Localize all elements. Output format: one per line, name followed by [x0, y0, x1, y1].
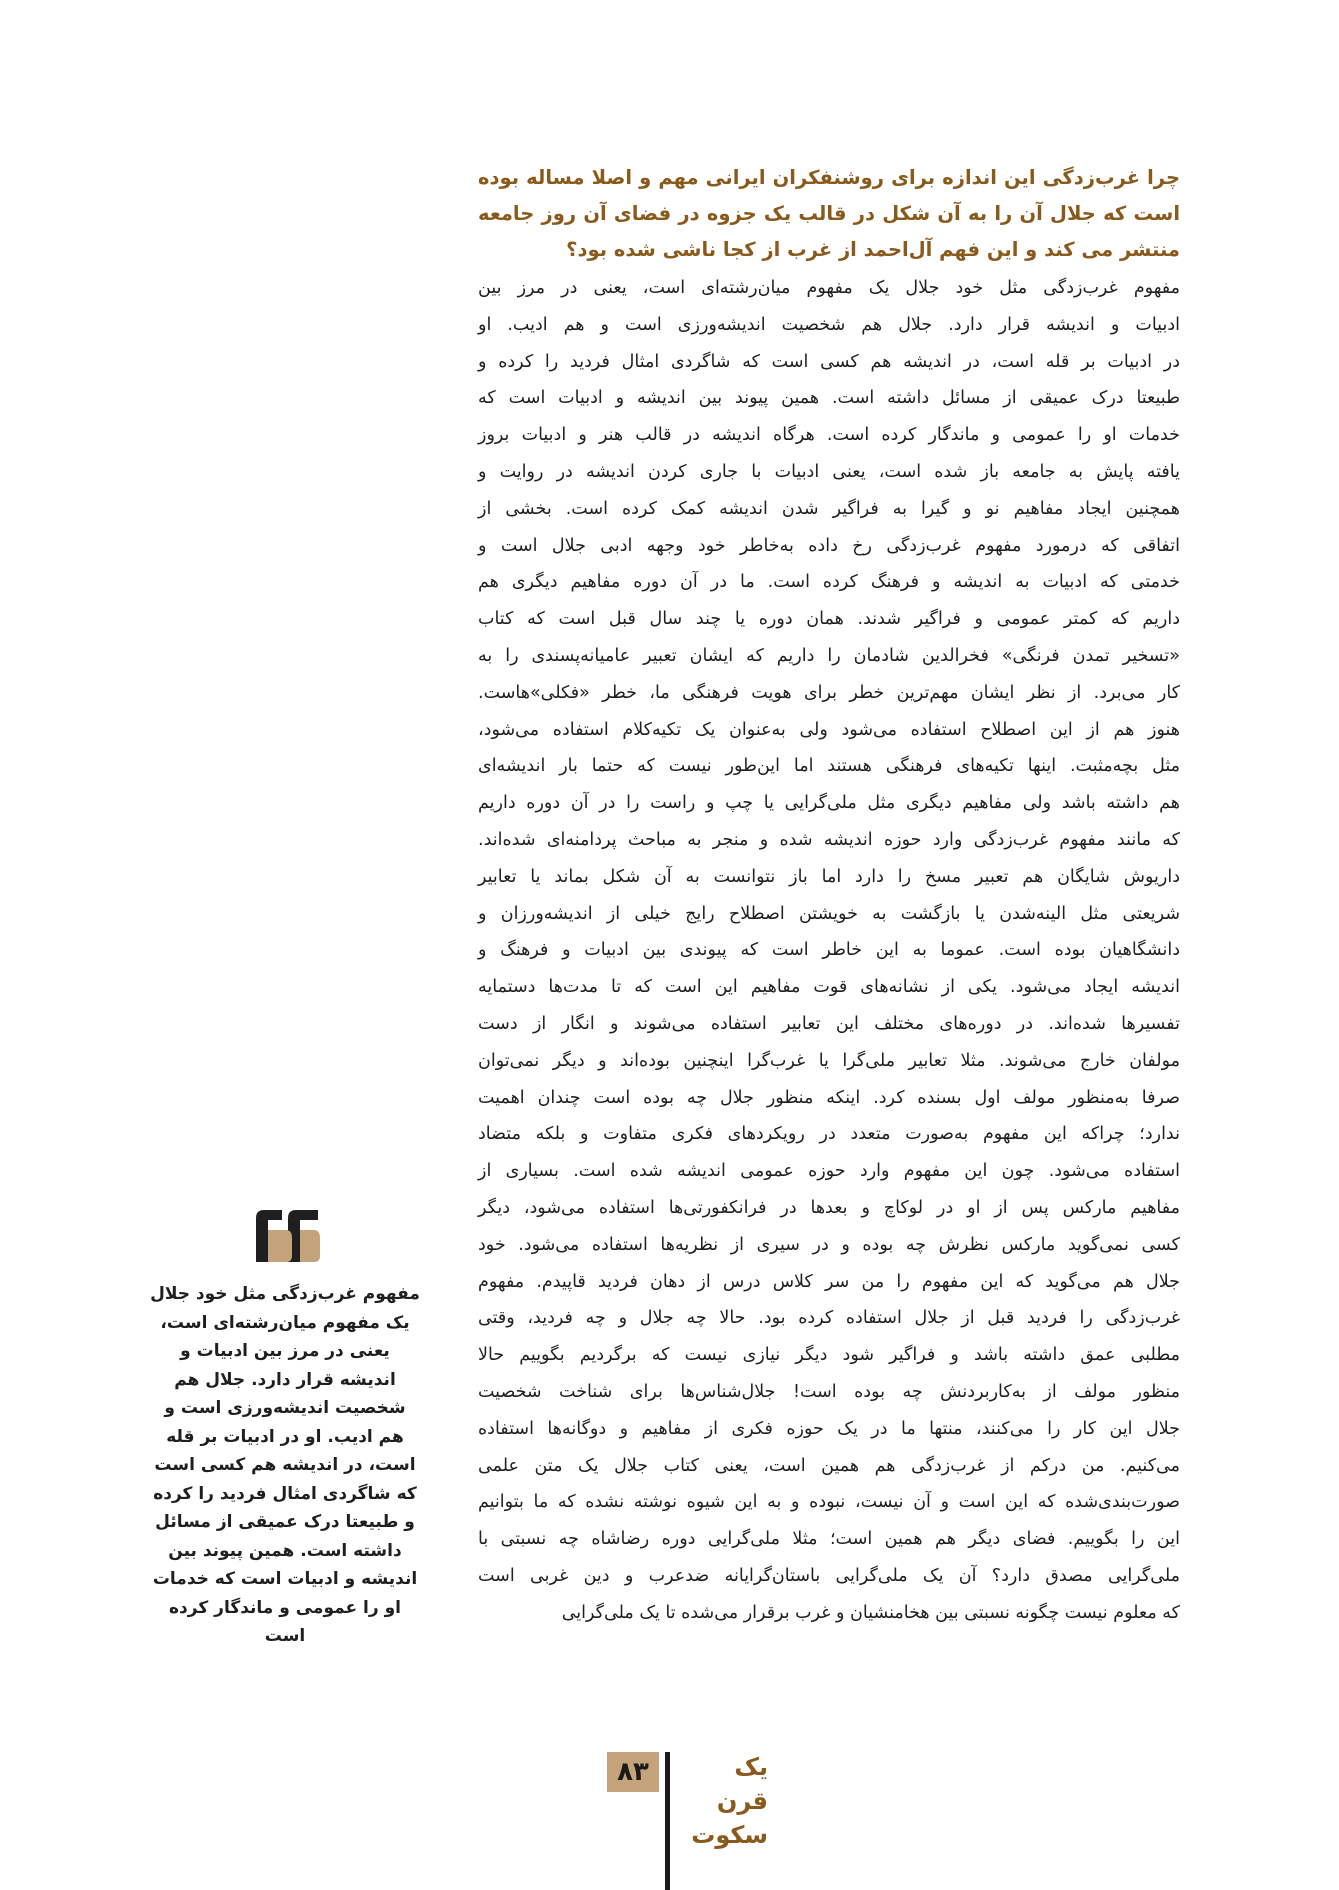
- body-line: یافته پایش به جامعه باز شده است، یعنی ادبیات با جاری کردن اندیشه در روایت و: [478, 461, 1180, 482]
- body-line: مفاهیم مارکس پس از او در لوکاچ و بعدها در فرانکفورتی‌ها استفاده می‌شود، دیگر: [478, 1197, 1180, 1218]
- body-line: ادبیات و اندیشه قرار دارد. جلال هم شخصیت اندیشه‌ورزی است و هم ادیب. او: [478, 314, 1180, 335]
- body-line: ندارد؛ چراکه این مفهوم به‌صورت متعدد در رویکردهای فکری متفاوت و بلکه متضاد: [478, 1124, 1180, 1145]
- body-line: صورت‌بندی‌شده که این است و آن نیست، نبوده و به این شیوه نوشته نشده که ما بتوانیم: [478, 1492, 1180, 1513]
- body-line: استفاده می‌شود. چون این مفهوم وارد حوزه عمومی اندیشه شده است. بسیاری از: [478, 1161, 1180, 1182]
- body-line: هنوز هم از این اصطلاح استفاده می‌شود ولی به‌عنوان یک تکیه‌کلام استفاده می‌شود،: [478, 719, 1180, 740]
- body-line: که معلوم نیست چگونه نسبتی بین هخامنشیان و غرب برقرار می‌شده تا یک ملی‌گرایی: [561, 1602, 1180, 1623]
- footer-divider: [665, 1752, 670, 1890]
- body-line: خدمات او را عمومی و ماندگار کرده است. هرگاه اندیشه در قالب هنر و ادبیات بروز: [478, 425, 1180, 446]
- body-line: ملی‌گرایی مصدق دارد؟ آن یک ملی‌گرایی باستان‌گرایانه ضدعرب و دین غربی است: [478, 1565, 1180, 1586]
- body-line: مولفان خارج می‌شوند. مثلا تعابیر ملی‌گرا یا غرب‌گرا اینچنین بوده‌اند و دیگر نمی‌توان: [478, 1050, 1180, 1071]
- magazine-title-line1: یک قرن: [716, 1753, 768, 1815]
- body-line: می‌کنیم. من درکم از غرب‌زدگی هم همین است، یعنی کتاب جلال یک متن علمی: [478, 1455, 1180, 1476]
- body-line: غرب‌زدگی را فردید قبل از جلال استفاده کرده بود. حالا چه جلال و چه فردید، وقتی: [478, 1308, 1180, 1329]
- magazine-title: [688, 1750, 768, 1852]
- body-line: کار می‌برد. از نظر ایشان مهم‌ترین خطر برای هویت فرهنگی ما، خطر «فکلی»هاست.: [478, 682, 1180, 703]
- body-line: مثل بچه‌مثبت. اینها تکیه‌های فرهنگی هستند اما این‌طور نیست که حتما بار اندیشه‌ای: [478, 756, 1180, 777]
- body-line: «تسخیر تمدن فرنگی» فخرالدین شادمان را داریم که ایشان تعبیر عامیانه‌پسندی را به: [478, 645, 1180, 666]
- quote-icon: [252, 1208, 322, 1264]
- article-body: [478, 270, 1180, 1631]
- body-line: مطلبی عمق داشته باشد و فراگیر شود دیگر نیازی نیست که برگردیم بگوییم حالا: [478, 1345, 1180, 1366]
- body-line: داریوش شایگان هم تعبیر مسخ را دارد اما باز نتوانست به آن شکل بماند یا تعابیر: [478, 866, 1180, 887]
- body-line: دانشگاهیان بوده است. عموما به این خاطر است که پیوندی بین ادبیات و فرهنگ و: [478, 940, 1180, 961]
- body-line: که مانند مفهوم غرب‌زدگی وارد حوزه اندیشه شده و منجر به مباحث پردامنه‌ای شده‌اند.: [478, 829, 1180, 850]
- body-line: این را بگوییم. فضای دیگر هم همین است؛ مثلا ملی‌گرایی دوره رضاشاه چه نسبتی با: [478, 1529, 1180, 1550]
- body-line: منظور مولف از به‌کاربردنش چه بوده است! جلال‌شناس‌ها برای شناخت شخصیت: [478, 1381, 1180, 1402]
- body-line: اتفاقی که درمورد مفهوم غرب‌زدگی رخ داده به‌خاطر خود وجهه ادبی جلال است و: [478, 535, 1180, 556]
- body-line: طبیعتا درک عمیقی از مسائل داشته است. همین پیوند بین اندیشه و ادبیات است که: [478, 388, 1180, 409]
- body-line: جلال هم می‌گوید که این مفهوم را من سر کلاس درس از دهان فردید قاپیدم. مفهوم: [478, 1271, 1180, 1292]
- magazine-title-line2: سکوت: [691, 1821, 768, 1849]
- body-line: مفهوم غرب‌زدگی مثل خود جلال یک مفهوم میان‌رشته‌ای است، یعنی در مرز بین: [478, 278, 1180, 298]
- body-line: صرفا به‌منظور مولف اول بسنده کرد. اینکه منظور جلال چه بوده است چندان اهمیت: [478, 1087, 1180, 1108]
- body-line: هم داشته باشد ولی مفاهیم دیگری مثل ملی‌گرایی یا چپ و راست را در آن دوره داریم: [478, 793, 1180, 814]
- body-line: داریم که کمتر عمومی و فراگیر شدند. همان دوره یا چند سال قبل است که کتاب: [478, 609, 1180, 630]
- body-line: کسی نمی‌گوید مارکس نظرش چه بوده و در سیری از نظریه‌ها استفاده می‌شود. خود: [478, 1234, 1180, 1255]
- article-question: چرا غرب‌زدگی این اندازه برای روشنفکران ایرانی مهم و اصلا مساله بوده است که جلال آن را به آن شکل در قالب یک جزوه در فضای آن روز جامعه منتشر می کند و این فهم آل‌احمد از غرب از کجا ناشی شده بود؟: [478, 166, 1180, 261]
- pull-quote: مفهوم غرب‌زدگی مثل خود جلال یک مفهوم میان‌رشته‌ای است، یعنی در مرز بین ادبیات و اندیشه قرار دارد. جلال هم شخصیت اندیشه‌ورزی است و هم ادیب. او در ادبیات بر قله است، در اندیشه هم کسی است که شاگردی امثال فردید را کرده و طبیعتا درک عمیقی از مسائل داشته است. همین پیوند بین اندیشه و ادبیات است که خدمات او را عمومی و ماندگار کرده است: [150, 1284, 420, 1646]
- body-line: خدمتی که ادبیات به اندیشه و فرهنگ کرده است. ما در آن دوره مفاهیم دیگری هم: [478, 572, 1180, 593]
- body-line: در ادبیات بر قله است، در اندیشه هم کسی است که شاگردی امثال فردید را کرده و: [478, 351, 1180, 372]
- body-line: همچنین ایجاد مفاهیم نو و گیرا به فراگیر شدن اندیشه کمک کرده است. بخشی از: [478, 498, 1180, 519]
- body-line: جلال این کار را می‌کنند، منتها ما در یک حوزه فکری از مفاهیم و دوگانه‌ها استفاده: [478, 1418, 1180, 1439]
- page-number: ۸۳: [607, 1752, 659, 1792]
- body-line: اندیشه ایجاد می‌شود. یکی از نشانه‌های قوت مفاهیم این است که تا مدت‌ها دستمایه: [478, 977, 1180, 998]
- body-line: تفسیرها شده‌اند. در دوره‌های مختلف این تعابیر استفاده می‌شوند و انگار از دست: [478, 1013, 1180, 1034]
- body-line: شریعتی مثل الینه‌شدن یا بازگشت به خویشتن اصطلاح رایج خیلی از اندیشه‌ورزان و: [478, 903, 1180, 924]
